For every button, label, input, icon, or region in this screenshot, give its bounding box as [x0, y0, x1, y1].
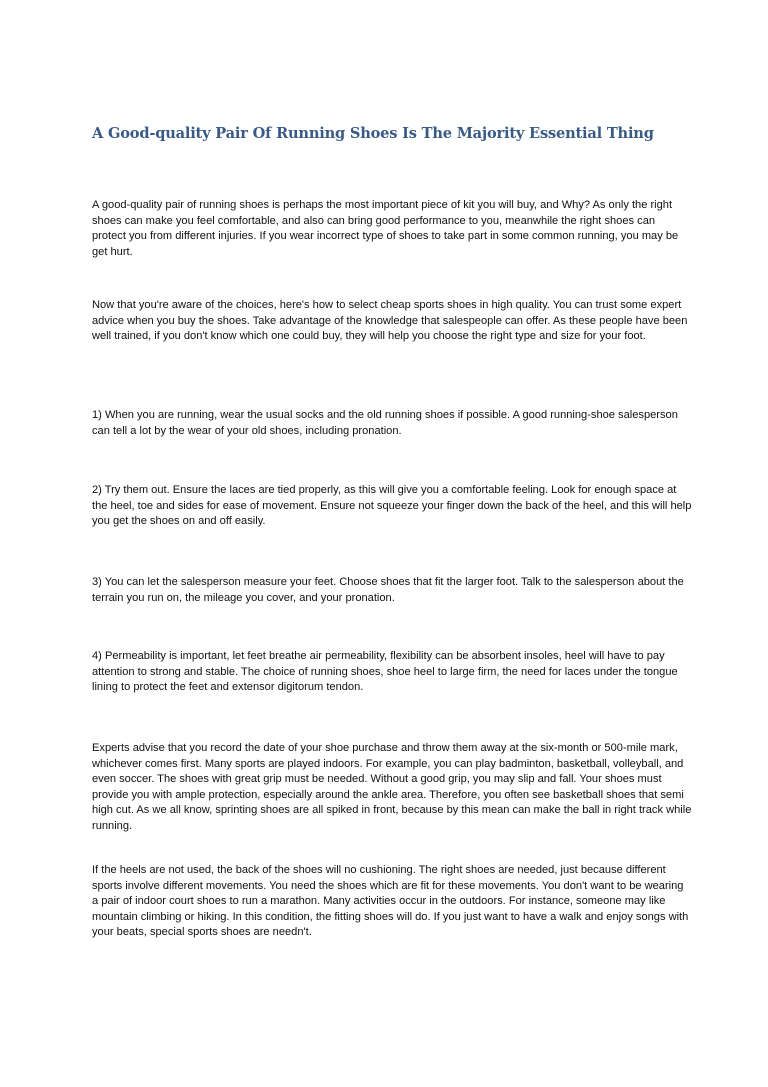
paragraph-tip-1: 1) When you are running, wear the usual socks and the old running shoes if possible. A good running-shoe salesperson can tell a lot by the wear of your old shoes, including pronation. [92, 409, 678, 437]
paragraph-intro: A good-quality pair of running shoes is perhaps the most important piece of kit you will buy, and Why? As only the right shoes can make you feel comfortable, and also can bring good performance to you, meanwhile the right shoes can protect you from different injuries. If you wear incorrect type of shoes to take part in some common running, you may be get hurt. [92, 199, 679, 258]
document-title: A Good-quality Pair Of Running Shoes Is The Majority Essential Thing [92, 125, 654, 142]
paragraph-tip-4: 4) Permeability is important, let feet breathe air permeability, flexibility can be absorbent insoles, heel will have to pay attention to strong and stable. The choice of running shoes, shoe heel to large firm, the need for laces under the tongue lining to protect the feet and extensor digitorum tendon. [92, 650, 678, 694]
paragraph-heels: If the heels are not used, the back of the shoes will no cushioning. The right shoes are needed, just because different sports involve different movements. You need the shoes which are fit for these movements. You don't want to be wearing a pair of indoor court shoes to run a marathon. Many activities occur in the outdoors. For instance, someone may like mountain climbing or hiking. In this condition, the fitting shoes will do. If you just want to have a walk and enjoy songs with your beats, special sports shoes are needn't. [92, 864, 689, 939]
paragraph-tip-2: 2) Try them out. Ensure the laces are tied properly, as this will give you a comfortable feeling. Look for enough space at the heel, toe and sides for ease of movement. Ensure not squeeze your finger down the back of the heel, and this will help you get the shoes on and off easily. [92, 484, 692, 528]
paragraph-tip-3: 3) You can let the salesperson measure your feet. Choose shoes that fit the larger foot. Talk to the salesperson about the terrain you run on, the mileage you cover, and your pronation. [92, 576, 684, 604]
paragraph-expert-advice: Now that you're aware of the choices, here's how to select cheap sports shoes in high quality. You can trust some expert advice when you buy the shoes. Take advantage of the knowledge that salespeople can offer. As these people have been well trained, if you don't know which one could buy, they will help you choose the right type and size for your foot. [92, 299, 688, 343]
paragraph-experts-advise: Experts advise that you record the date of your shoe purchase and throw them away at the six-month or 500-mile mark, whichever comes first. Many sports are played indoors. For example, you can play badminton, basketball, volleyball, and even soccer. The shoes with great grip must be needed. Without a good grip, you may slip and fall. Your shoes must provide you with ample protection, especially around the ankle area. Therefore, you often see basketball shoes that semi high cut. As we all know, sprinting shoes are all spiked in front, because by this mean can make the ball in right track while running. [92, 742, 692, 832]
